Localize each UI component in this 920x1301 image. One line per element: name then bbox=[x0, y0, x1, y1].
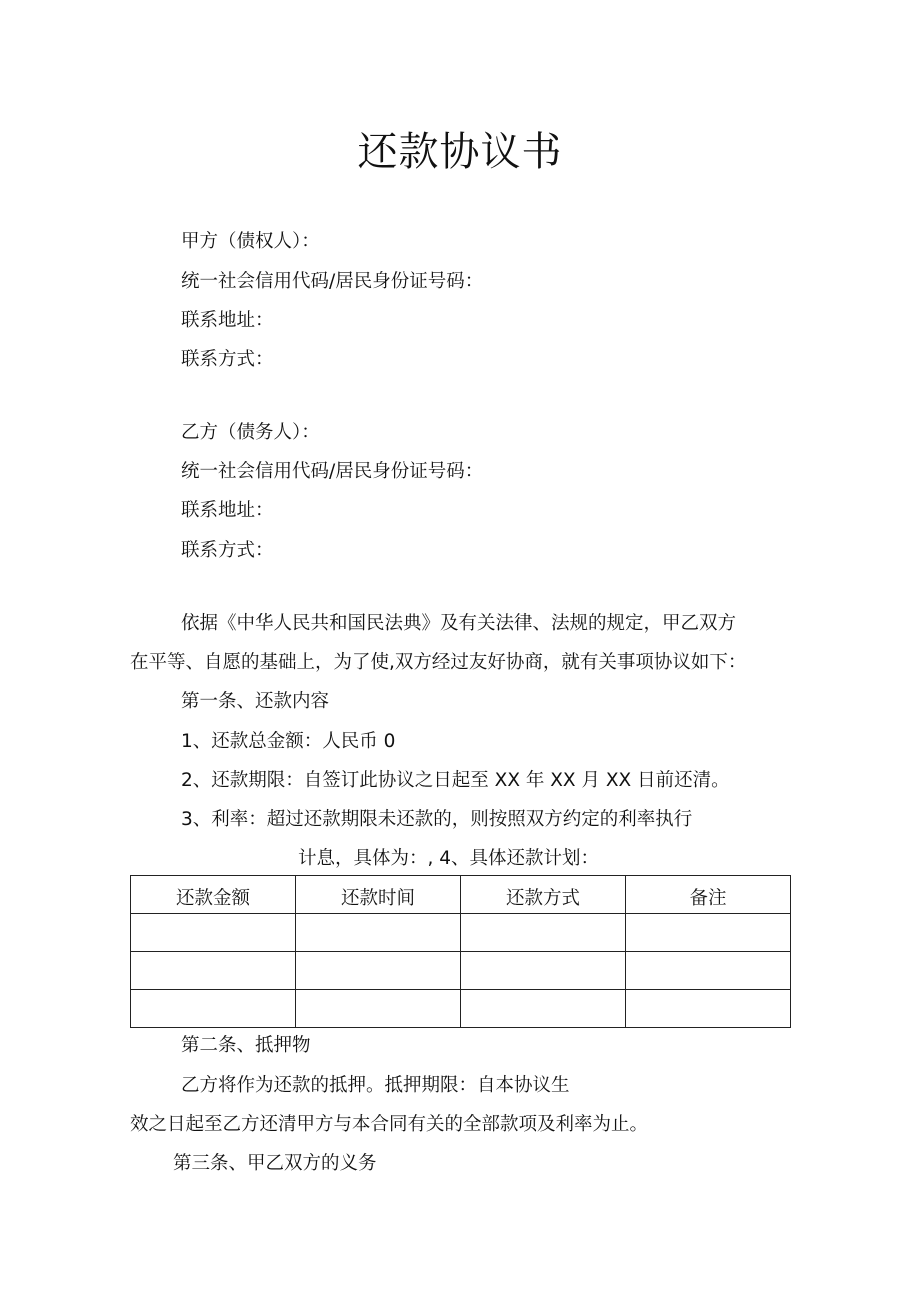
table-row bbox=[131, 914, 791, 952]
party-b-id-label: 统一社会信用代码/居民身份证号码： bbox=[181, 461, 484, 482]
article-2-line-2: 效之日起至乙方还清甲方与本合同有关的全部款项及利率为止。 bbox=[130, 1114, 649, 1135]
table-cell bbox=[296, 914, 461, 952]
table-header-cell: 还款方式 bbox=[461, 876, 626, 914]
party-b-heading: 乙方（债务人）： bbox=[181, 422, 320, 443]
table-cell bbox=[461, 990, 626, 1028]
article-1-item-1: 1、还款总金额：人民币 0 bbox=[181, 731, 396, 752]
article-1-heading: 第一条、还款内容 bbox=[181, 691, 330, 712]
document-title: 还款协议书 bbox=[357, 129, 563, 175]
table-header-cell: 备注 bbox=[626, 876, 791, 914]
article-2-line-1: 乙方将作为还款的抵押。抵押期限：自本协议生 bbox=[181, 1075, 570, 1096]
table-cell bbox=[626, 990, 791, 1028]
party-b-contact-label: 联系方式： bbox=[181, 540, 274, 561]
table-cell bbox=[296, 952, 461, 990]
table-cell bbox=[461, 914, 626, 952]
article-3-heading: 第三条、甲乙双方的义务 bbox=[173, 1153, 377, 1174]
table-header-row bbox=[131, 876, 791, 914]
article-1-item-3-continued: 计息，具体为：, 4、具体还款计划： bbox=[298, 848, 600, 869]
table-row bbox=[131, 990, 791, 1028]
party-a-contact-label: 联系方式： bbox=[181, 349, 274, 370]
article-1-item-3: 3、利率：超过还款期限未还款的，则按照双方约定的利率执行 bbox=[181, 809, 693, 830]
table-cell bbox=[461, 952, 626, 990]
table-cell bbox=[131, 990, 296, 1028]
party-a-id-label: 统一社会信用代码/居民身份证号码： bbox=[181, 271, 484, 292]
table-cell bbox=[626, 952, 791, 990]
table-cell bbox=[131, 914, 296, 952]
preamble-line-2: 在平等、自愿的基础上，为了使,双方经过友好协商，就有关事项协议如下： bbox=[130, 652, 747, 673]
table-header-cell: 还款时间 bbox=[296, 876, 461, 914]
article-1-item-2: 2、还款期限：自签订此协议之日起至 XX 年 XX 月 XX 日前还清。 bbox=[181, 770, 730, 791]
table-header-cell: 还款金额 bbox=[131, 876, 296, 914]
repayment-plan-table bbox=[130, 875, 791, 1028]
party-a-heading: 甲方（债权人）： bbox=[181, 231, 320, 252]
party-b-address-label: 联系地址： bbox=[181, 500, 274, 521]
table-cell bbox=[296, 990, 461, 1028]
table-cell bbox=[626, 914, 791, 952]
table-row bbox=[131, 952, 791, 990]
table-cell bbox=[131, 952, 296, 990]
party-a-address-label: 联系地址： bbox=[181, 310, 274, 331]
article-2-heading: 第二条、抵押物 bbox=[181, 1035, 311, 1056]
preamble-line-1: 依据《中华人民共和国民法典》及有关法律、法规的规定，甲乙双方 bbox=[181, 613, 737, 634]
